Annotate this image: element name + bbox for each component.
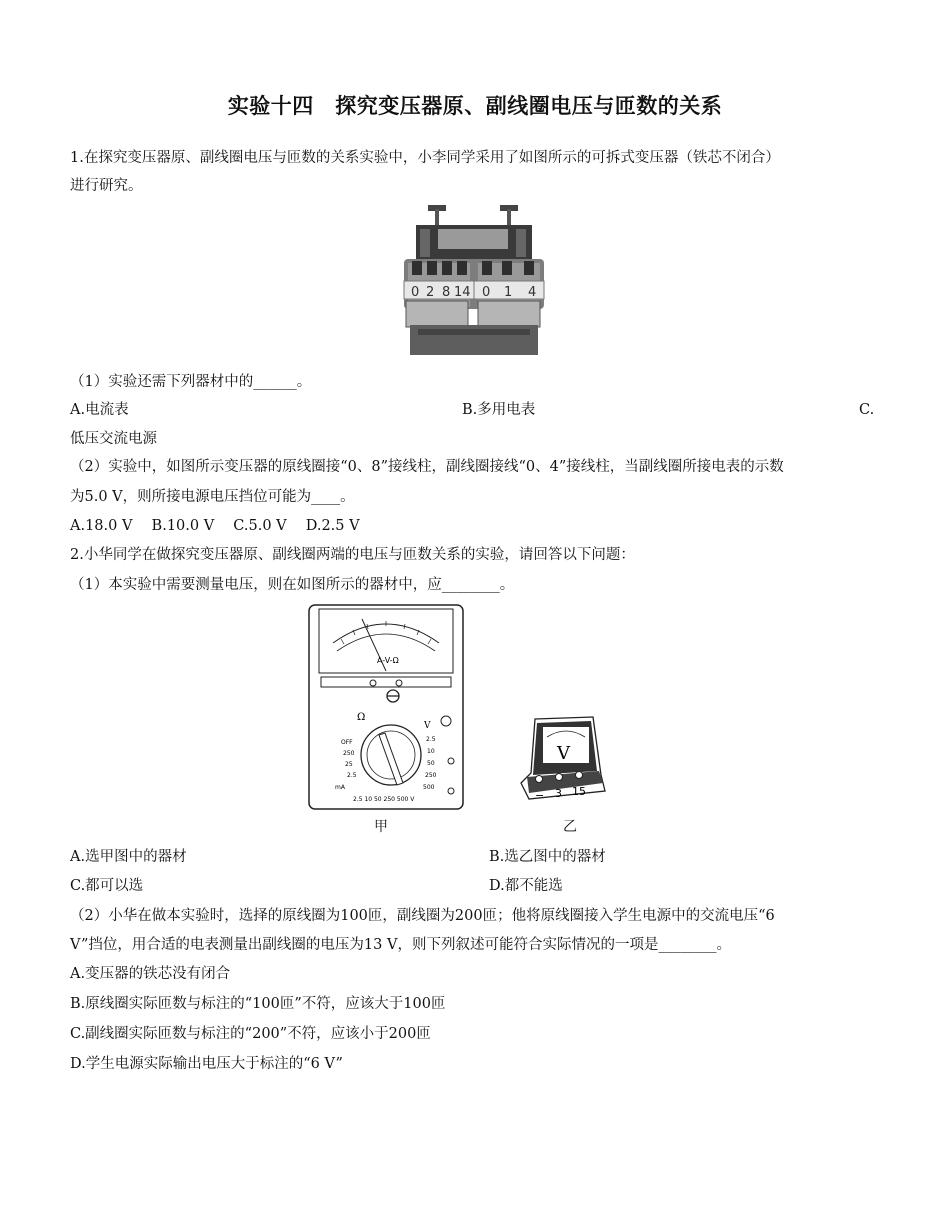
q2-p1-option-d: D.都不能选 <box>489 878 563 894</box>
voltmeter-face-label: V <box>557 743 570 764</box>
transformer-label-1: 1 <box>504 285 513 300</box>
voltmeter-terminal-negative: − <box>535 789 545 802</box>
multimeter-left-scale-2: 25 <box>345 761 353 768</box>
multimeter-right-scale-4: 500 <box>423 784 435 791</box>
transformer-label-8: 8 <box>442 285 451 300</box>
transformer-label-2: 2 <box>426 285 435 300</box>
multimeter-right-scale-1: 10 <box>427 748 435 755</box>
page-title: 实验十四 探究变压器原、副线圈电压与匝数的关系 <box>227 94 723 118</box>
multimeter-left-scale-0: OFF <box>341 739 353 746</box>
multimeter-ma-label: mA <box>335 784 345 791</box>
q1-p2-options: A.18.0 V B.10.0 V C.5.0 V D.2.5 V <box>70 518 360 534</box>
multimeter-figure <box>307 603 465 811</box>
q2-p2-option-d: D.学生电源实际输出电压大于标注的“6 V” <box>70 1056 343 1072</box>
q2-part2-line1: （2）小华在做本实验时，选择的原线圈为100匝，副线圈为200匝；他将原线圈接入学生电源中的交流电压“6 <box>70 908 775 924</box>
multimeter-right-scale-2: 50 <box>427 760 435 767</box>
transformer-figure <box>398 203 550 357</box>
q1-p1-option-c-prefix: C. <box>859 402 875 418</box>
voltmeter-figure <box>517 713 607 805</box>
transformer-label-14: 14 <box>454 285 471 300</box>
q2-p1-option-a: A.选甲图中的器材 <box>70 849 187 865</box>
multimeter-bottom-scale: 2.5 10 50 250 500 V <box>353 796 415 803</box>
q2-part1: （1）本实验中需要测量电压，则在如图所示的器材中，应________。 <box>70 577 515 593</box>
q2-stem: 2.小华同学在做探究变压器原、副线圈两端的电压与匝数关系的实验，请回答以下问题： <box>70 547 635 563</box>
q2-p2-option-c: C.副线圈实际匝数与标注的“200”不符，应该小于200匝 <box>70 1026 431 1042</box>
q2-part2-line2: V”挡位，用合适的电表测量出副线圈的电压为13 V，则下列叙述可能符合实际情况的一项是________。 <box>70 937 731 953</box>
voltmeter-caption: 乙 <box>563 819 577 835</box>
voltmeter-terminal-3: 3 <box>555 787 562 800</box>
multimeter-right-scale-0: 2.5 <box>426 736 436 743</box>
q1-part2-line2: 为5.0 V，则所接电源电压挡位可能为____。 <box>70 489 355 505</box>
multimeter-v-label: V <box>424 721 431 731</box>
q1-stem-line1: 1.在探究变压器原、副线圈电压与匝数的关系实验中，小李同学采用了如图所示的可拆式变压器（铁芯不闭合） <box>70 150 780 166</box>
q1-p1-option-a: A.电流表 <box>70 402 129 418</box>
transformer-label-4: 4 <box>528 285 537 300</box>
multimeter-caption: 甲 <box>374 819 388 835</box>
q2-p1-option-b: B.选乙图中的器材 <box>489 849 606 865</box>
q2-p2-option-b: B.原线圈实际匝数与标注的“100匝”不符，应该大于100匝 <box>70 996 446 1012</box>
multimeter-left-scale-3: 2.5 <box>347 772 357 779</box>
multimeter-face-text: A-V-Ω <box>377 656 399 665</box>
q1-p1-option-b: B.多用电表 <box>462 402 536 418</box>
q2-p2-option-a: A.变压器的铁芯没有闭合 <box>70 966 231 982</box>
multimeter-right-scale-3: 250 <box>425 772 437 779</box>
multimeter-left-scale-1: 250 <box>343 750 355 757</box>
q1-part1: （1）实验还需下列器材中的______。 <box>70 374 312 390</box>
q1-p1-option-c-text: 低压交流电源 <box>70 431 157 447</box>
q2-p1-option-c: C.都可以选 <box>70 878 144 894</box>
voltmeter-terminal-15: 15 <box>572 785 586 798</box>
transformer-label-0: 0 <box>411 285 420 300</box>
multimeter-omega-label: Ω <box>357 712 366 723</box>
q1-stem-line2: 进行研究。 <box>70 178 143 194</box>
q1-part2-line1: （2）实验中，如图所示变压器的原线圈接“0、8”接线柱，副线圈接线“0、4”接线柱，当副线圈所接电表的示数 <box>70 459 784 475</box>
transformer-label-0b: 0 <box>482 285 491 300</box>
